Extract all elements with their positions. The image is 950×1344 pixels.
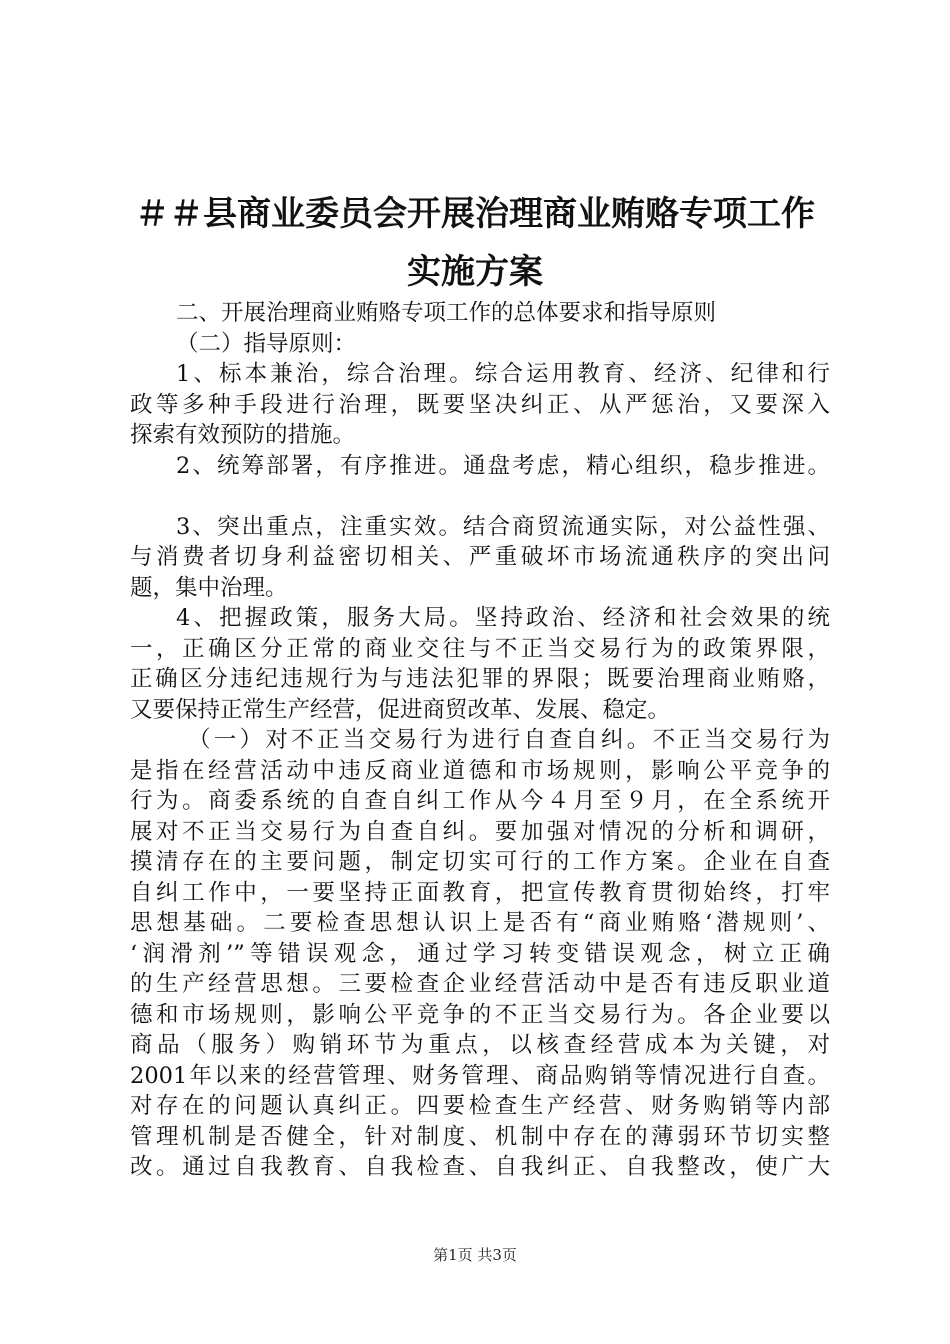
- paragraph-line: 与消费者切身利益密切相关、严重破坏市场流通秩序的突出问: [130, 544, 830, 570]
- paragraph-line: 管理机制是否健全，针对制度、机制中存在的薄弱环节切实整: [130, 1123, 830, 1150]
- subsection-heading: （二）指导原则：: [176, 330, 357, 357]
- paragraph-line: 自纠工作中，一要坚持正面教育，把宣传教育贯彻始终，打牢: [130, 879, 830, 906]
- paragraph-line: 是指在经营活动中违反商业道德和市场规则，影响公平竞争的: [130, 757, 830, 784]
- document-title-line-1: ＃＃县商业委员会开展治理商业贿赂专项工作: [135, 194, 815, 234]
- paragraph-line: 思想基础。二要检查思想认识上是否有“商业贿赂‘潜规则’、: [130, 910, 830, 936]
- paragraph-line: 1、标本兼治，综合治理。综合运用教育、经济、纪律和行: [176, 361, 830, 387]
- paragraph-line: （一）对不正当交易行为进行自查自纠。不正当交易行为: [188, 727, 830, 753]
- paragraph-line: 改。通过自我教育、自我检查、自我纠正、自我整改，使广大: [130, 1154, 830, 1180]
- paragraph-line: 行为。商委系统的自查自纠工作从今４月至９月，在全系统开: [130, 788, 830, 814]
- paragraph-line: 对存在的问题认真纠正。四要检查生产经营、财务购销等内部: [130, 1093, 830, 1119]
- paragraph-line: 题，集中治理。: [130, 574, 288, 601]
- document-title-line-2: 实施方案: [407, 252, 543, 292]
- paragraph-line: 2、统筹部署，有序推进。通盘考虑，精心组织，稳步推进。: [176, 452, 830, 479]
- paragraph-line: 4、把握政策，服务大局。坚持政治、经济和社会效果的统: [176, 605, 830, 631]
- section-heading: 二、开展治理商业贿赂专项工作的总体要求和指导原则: [176, 300, 717, 326]
- paragraph-line: 商品（服务）购销环节为重点，以核查经营成本为关键，对: [130, 1032, 830, 1058]
- paragraph-line: 一，正确区分正常的商业交往与不正当交易行为的政策界限，: [130, 635, 830, 662]
- paragraph-line: 3、突出重点，注重实效。结合商贸流通实际，对公益性强、: [176, 513, 830, 540]
- paragraph-line: 探索有效预防的措施。: [130, 422, 356, 448]
- paragraph-line: 德和市场规则，影响公平竞争的不正当交易行为。各企业要以: [130, 1001, 830, 1028]
- document-body: [130, 298, 830, 1183]
- paragraph-line: 摸清存在的主要问题，制定切实可行的工作方案。企业在自查: [130, 849, 830, 875]
- paragraph-line: 政等多种手段进行治理，既要坚决纠正、从严惩治，又要深入: [130, 391, 830, 418]
- paragraph-line: 正确区分违纪违规行为与违法犯罪的界限；既要治理商业贿赂，: [130, 666, 830, 692]
- paragraph-line: 展对不正当交易行为自查自纠。要加强对情况的分析和调研，: [130, 818, 830, 845]
- blank-line: [130, 481, 830, 512]
- paragraph-line: 的生产经营思想。三要检查企业经营活动中是否有违反职业道: [130, 971, 830, 997]
- page-number-footer: 第1页 共3页: [433, 1246, 517, 1264]
- paragraph-line: ‘润滑剂’”等错误观念，通过学习转变错误观念，树立正确: [130, 940, 830, 967]
- paragraph-line: 又要保持正常生产经营，促进商贸改革、发展、稳定。: [130, 696, 671, 723]
- paragraph-line: 2001年以来的经营管理、财务管理、商品购销等情况进行自查。: [130, 1062, 830, 1089]
